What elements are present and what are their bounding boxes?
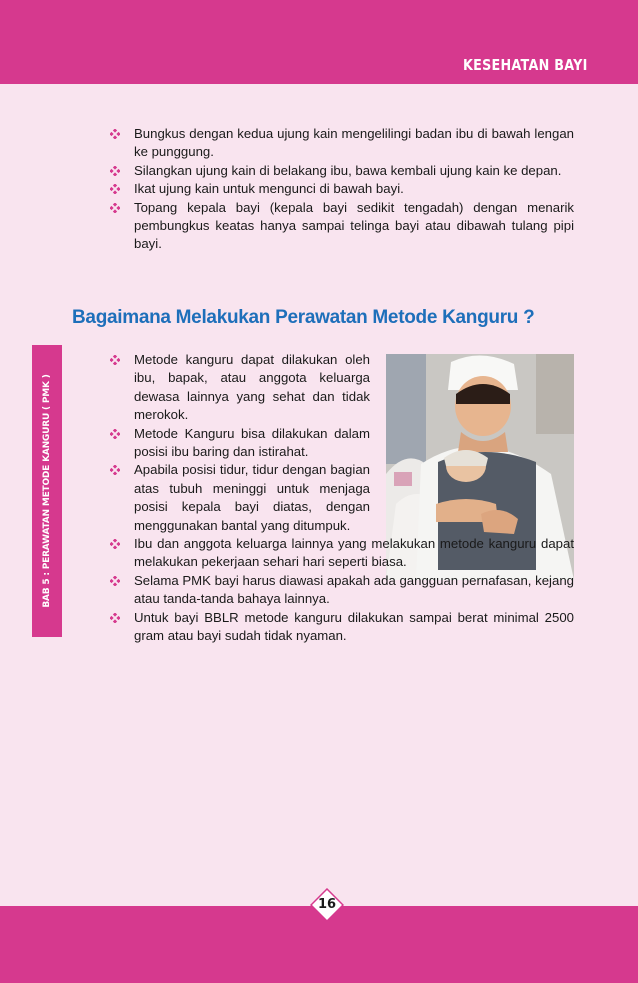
list-item-text: Untuk bayi BBLR metode kanguru dilakukan sampai berat minimal 2500 gram atau bayi sudah tidak nyaman. — [134, 609, 574, 644]
diamond-bullet-icon — [110, 576, 120, 586]
list-item — [106, 180, 574, 198]
list-item-text: Topang kepala bayi (kepala bayi sedikit tengadah) dengan menarik pembungkus keatas hanya sampai telinga bayi atau dibawah tulang pipi bayi. — [134, 199, 574, 252]
list-item — [106, 572, 574, 609]
list-item-text: Metode Kanguru bisa dilakukan dalam posisi ibu baring dan istirahat. — [134, 425, 370, 460]
chapter-side-label: BAB 5 : PERAWATAN METODE KANGURU ( PMK ) — [42, 374, 52, 608]
list-item — [106, 461, 370, 535]
diamond-bullet-icon — [110, 129, 120, 139]
diamond-bullet-icon — [110, 539, 120, 549]
list-item-text: Ibu dan anggota keluarga lainnya yang melakukan metode kanguru dapat melakukan pekerjaan sehari hari seperti biasa. — [134, 536, 574, 570]
list-item-text: Apabila posisi tidur, tidur dengan bagian atas tubuh meninggi untuk menjaga posisi kepala bayi diatas, dengan menggunakan bantal yang ditumpuk. — [134, 462, 370, 533]
diamond-bullet-icon — [110, 166, 120, 176]
diamond-bullet-icon — [110, 355, 120, 365]
list-item-text: Ikat ujung kain untuk mengunci di bawah bayi. — [134, 181, 404, 197]
list-item — [106, 162, 574, 180]
page-number-badge — [310, 888, 344, 922]
list-item — [106, 535, 574, 572]
kangaroo-care-list — [106, 351, 574, 646]
list-item — [106, 125, 574, 162]
list-item — [106, 609, 574, 646]
page-number: 16 — [317, 897, 337, 912]
diamond-bullet-icon — [110, 613, 120, 623]
wrapping-steps-list — [106, 125, 574, 254]
section-heading: Bagaimana Melakukan Perawatan Metode Kanguru ? — [72, 307, 535, 328]
diamond-bullet-icon — [110, 203, 120, 213]
list-item — [106, 199, 574, 254]
list-item-text: Selama PMK bayi harus diawasi apakah ada gangguan pernafasan, kejang atau tanda-tanda bahaya lainnya. — [134, 572, 574, 607]
list-item — [106, 351, 370, 425]
list-item-text: Metode kanguru dapat dilakukan oleh ibu, bapak, atau anggota keluarga dewasa lainnya yang sehat dan tidak merokok. — [134, 352, 370, 423]
diamond-bullet-icon — [110, 184, 120, 194]
list-item-text: Silangkan ujung kain di belakang ibu, bawa kembali ujung kain ke depan. — [134, 162, 562, 178]
diamond-bullet-icon — [110, 465, 120, 475]
header-title: KESEHATAN BAYI — [463, 56, 588, 74]
list-item-text: Bungkus dengan kedua ujung kain mengelilingi badan ibu di bawah lengan ke punggung. — [134, 126, 574, 160]
list-item — [106, 425, 370, 462]
diamond-bullet-icon — [110, 429, 120, 439]
